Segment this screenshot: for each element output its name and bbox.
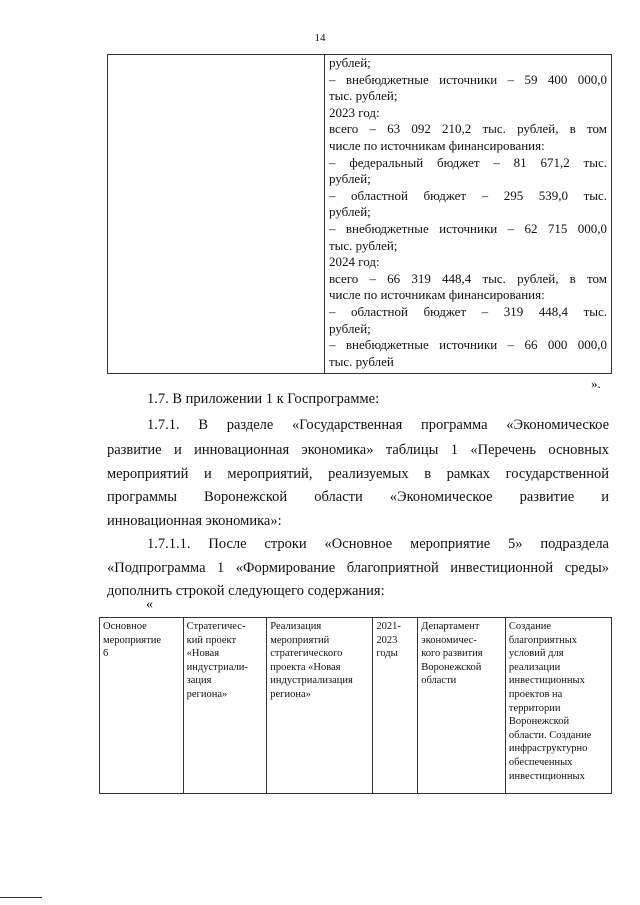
cell-period <box>373 618 418 794</box>
financing-line: числе по источникам финансирования: <box>329 137 545 153</box>
paragraph-1-7: 1.7. В приложении 1 к Госпрограмме: <box>147 391 380 407</box>
financing-line: всего – 66 319 448,4 тыс. рублей, в том <box>329 270 607 286</box>
cell-status <box>100 618 184 794</box>
paragraph-line: «Подпрограмма 1 «Формирование благоприятной инвестиционной среды» <box>107 560 609 576</box>
cell-text: Создание благоприятных условий для реализации инвестиционных проектов на территории Воронежской области. Создание инфраструктурно обеспеченных инвестиционных <box>508 621 592 782</box>
cell-name <box>183 618 267 794</box>
financing-text-cell <box>325 55 612 374</box>
financing-line: 2023 год: <box>329 104 380 120</box>
financing-line: – внебюджетные источники – 66 000 000,0 <box>329 337 607 353</box>
paragraph-line: инновационная экономика»: <box>107 513 282 529</box>
paragraph-line: 1.7.1. В разделе «Государственная программа «Экономическое <box>147 417 609 433</box>
cell-result <box>505 618 611 794</box>
appendix-table <box>99 617 612 794</box>
paragraph-line: 1.7.1.1. После строки «Основное мероприятие 5» подраздела <box>147 536 609 552</box>
financing-line: – федеральный бюджет – 81 671,2 тыс. <box>329 154 607 170</box>
cell-content <box>267 618 373 794</box>
financing-line: всего – 63 092 210,2 тыс. рублей, в том <box>329 121 607 137</box>
paragraph-line: дополнить строкой следующего содержания: <box>107 583 385 599</box>
cell-text: Основное мероприятие 6 <box>103 621 161 660</box>
financing-line: рублей; <box>329 171 371 187</box>
financing-line: числе по источникам финансирования: <box>329 287 545 303</box>
financing-line: – областной бюджет – 295 539,0 тыс. <box>329 187 607 203</box>
financing-table <box>107 54 612 374</box>
cell-text: Реализация мероприятий стратегического проекта «Новая индустриализация региона» <box>270 621 353 700</box>
financing-line: тыс. рублей <box>329 353 394 369</box>
paragraph-line: программы Воронежской области «Экономическое развитие и <box>107 489 609 505</box>
cell-executor <box>418 618 506 794</box>
financing-line: рублей; <box>329 55 371 70</box>
opening-quote: « <box>146 597 153 612</box>
financing-line: – внебюджетные источники – 59 400 000,0 <box>329 71 607 87</box>
financing-empty-cell <box>108 55 325 374</box>
table-row <box>100 618 612 794</box>
financing-line: 2024 год: <box>329 254 380 270</box>
financing-line: – областной бюджет – 319 448,4 тыс. <box>329 303 607 319</box>
financing-line: рублей; <box>329 320 371 336</box>
page-number: 14 <box>314 32 326 44</box>
paragraph-line: мероприятий и мероприятий, реализуемых в рамках государственной <box>107 466 609 482</box>
financing-line: тыс. рублей; <box>329 88 398 104</box>
paragraph-line: развитие и инновационная экономика» таблицы 1 «Перечень основных <box>107 442 609 458</box>
cell-text: Департамент экономичес- кого развития Воронежской области <box>421 621 483 687</box>
financing-line: – внебюджетные источники – 62 715 000,0 <box>329 220 607 236</box>
financing-line: тыс. рублей; <box>329 237 398 253</box>
closing-quote: ». <box>591 376 601 391</box>
footer-rule <box>0 897 42 898</box>
financing-line: рублей; <box>329 204 371 220</box>
cell-text: 2021- 2023 годы <box>376 621 401 660</box>
cell-text: Стратегичес- кий проект «Новая индустриали- зация региона» <box>186 621 248 700</box>
